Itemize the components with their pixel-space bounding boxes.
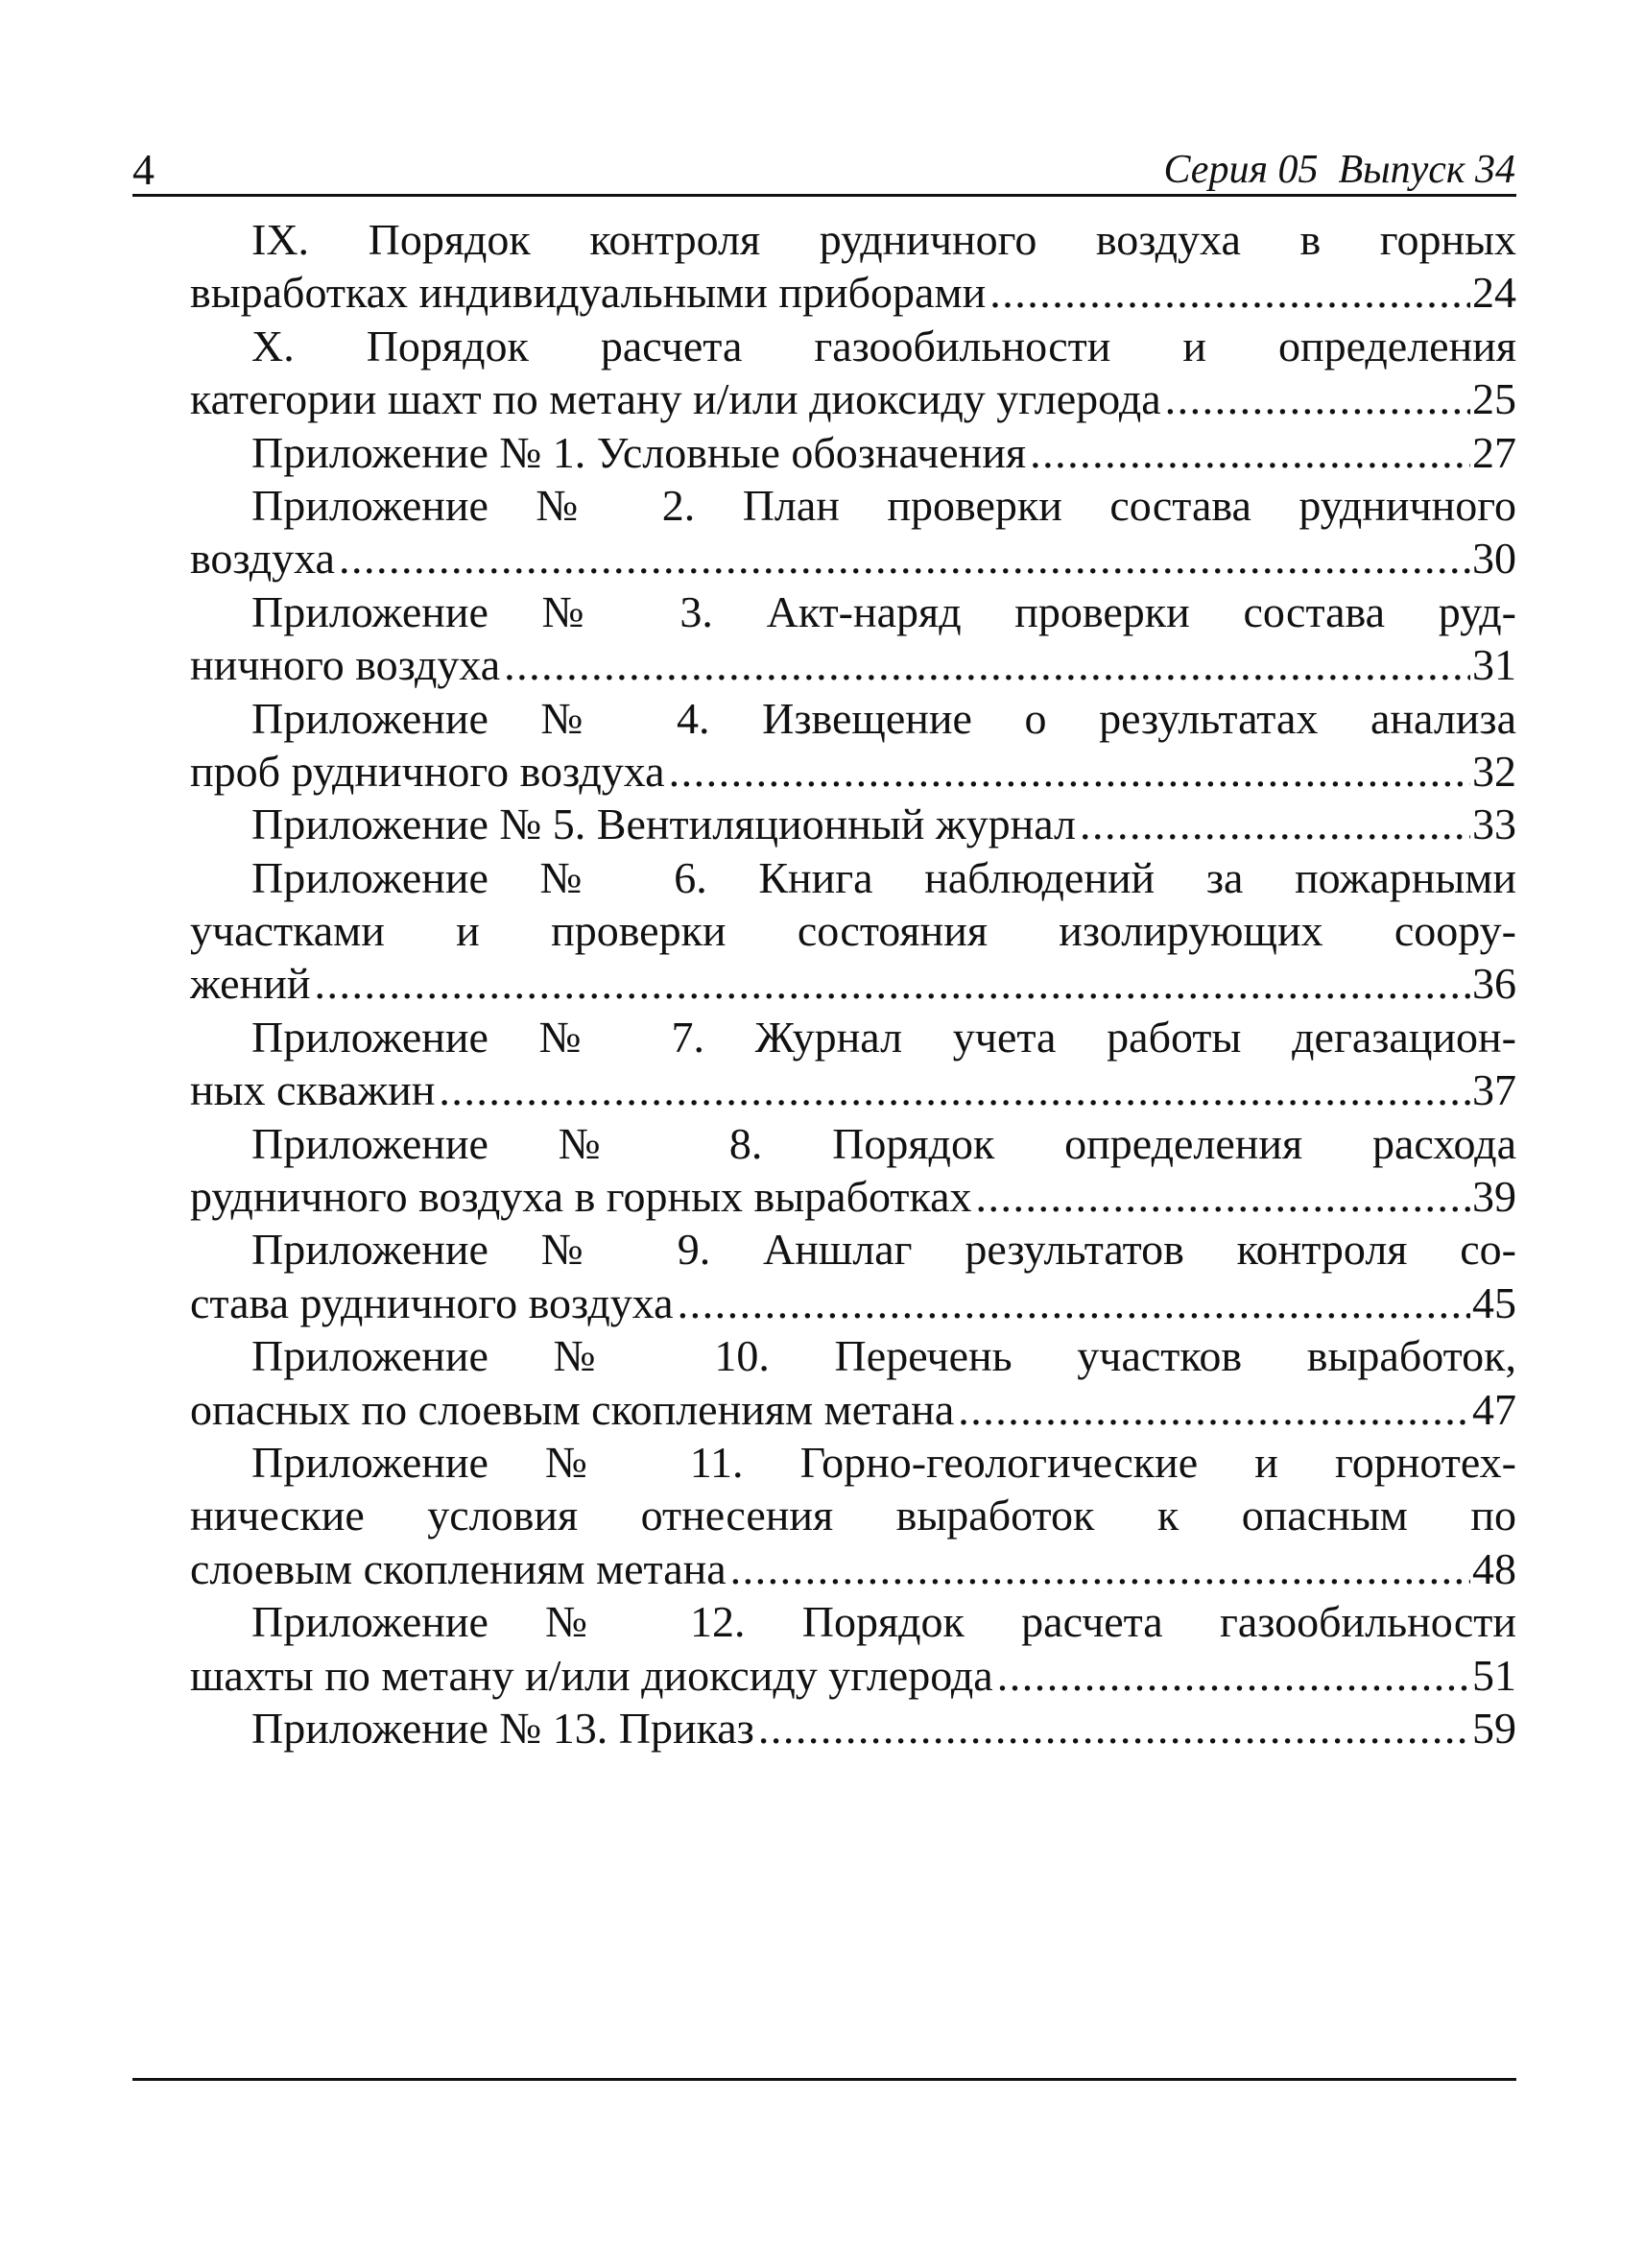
- dot-leader: [439, 1063, 1470, 1116]
- dot-leader: [997, 1649, 1470, 1702]
- header-rule: [132, 194, 1516, 197]
- toc-entry: [190, 851, 1516, 1011]
- toc-page-number: 33: [1472, 800, 1516, 849]
- toc-page-number: 47: [1472, 1384, 1516, 1434]
- toc-page-number: 59: [1472, 1703, 1516, 1753]
- toc-entry-text-line: участками и проверки состояния изолирующих соору-: [190, 906, 1516, 956]
- toc-entry: [190, 1223, 1516, 1329]
- toc-entry-title: Приложение № 13. Приказ: [251, 1703, 754, 1753]
- toc-entry-title: категории шахт по метану и/или диоксиду углерода: [190, 374, 1161, 424]
- toc-entry-last-line: [190, 1649, 1516, 1702]
- toc-entry-title: проб рудничного воздуха: [190, 746, 665, 796]
- toc-page-number: 32: [1472, 746, 1516, 796]
- toc-entry-text-line: Приложение № 4. Извещение о результатах анализа: [251, 693, 1516, 743]
- toc-entry: [190, 1011, 1516, 1117]
- toc-page-number: 37: [1472, 1065, 1516, 1115]
- toc-page-number: 48: [1472, 1543, 1516, 1593]
- toc-entry-last-line: [190, 426, 1516, 479]
- toc-entry-text-line: Приложение № 10. Перечень участков выработок,: [251, 1331, 1516, 1381]
- dot-leader: [669, 745, 1470, 798]
- toc-page-number: 39: [1472, 1172, 1516, 1222]
- dot-leader: [758, 1702, 1470, 1755]
- dot-leader: [730, 1542, 1470, 1595]
- toc-entry-text-line: Приложение № 7. Журнал учета работы дегазацион-: [251, 1012, 1516, 1062]
- toc-entry: [190, 692, 1516, 799]
- page-number: 4: [132, 145, 155, 194]
- toc-entry-last-line: [190, 745, 1516, 798]
- toc-entry-last-line: [190, 638, 1516, 691]
- toc-entry-last-line: [190, 1702, 1516, 1755]
- dot-leader: [678, 1277, 1470, 1329]
- toc-page-number: 45: [1472, 1277, 1516, 1327]
- toc-entry-last-line: [190, 1170, 1516, 1223]
- toc-entry-last-line: [190, 266, 1516, 319]
- toc-page-number: 27: [1472, 427, 1516, 477]
- toc-entry-text-line: нические условия отнесения выработок к опасным по: [190, 1491, 1516, 1540]
- toc-entry: [190, 1436, 1516, 1595]
- toc-entry-last-line: [190, 957, 1516, 1010]
- toc-entry: [190, 798, 1516, 850]
- toc-entry-title: ных скважин: [190, 1065, 436, 1115]
- toc-entry: [190, 479, 1516, 585]
- toc-entry-last-line: [190, 1277, 1516, 1329]
- toc-entry-last-line: [190, 372, 1516, 425]
- dot-leader: [958, 1383, 1470, 1436]
- toc-entry-text-line: Приложение № 3. Акт-наряд проверки состава руд-: [251, 586, 1516, 636]
- toc-entry-text-line: X. Порядок расчета газообильности и определения: [251, 321, 1516, 370]
- toc-entry: [190, 1329, 1516, 1436]
- dot-leader: [339, 532, 1470, 585]
- toc-page-number: 24: [1472, 268, 1516, 318]
- toc-entry-text-line: Приложение № 2. План проверки состава рудничного: [251, 480, 1516, 530]
- toc-entry-title: воздуха: [190, 534, 335, 584]
- toc-entry-last-line: [190, 532, 1516, 585]
- toc-entry-text-line: Приложение № 11. Горно-геологические и горнотех-: [251, 1437, 1516, 1487]
- toc-entry-last-line: [190, 798, 1516, 850]
- toc-page-number: 36: [1472, 959, 1516, 1009]
- dot-leader: [504, 638, 1470, 691]
- toc-entry: [190, 585, 1516, 692]
- toc-entry: [190, 1595, 1516, 1702]
- toc-entry-last-line: [190, 1542, 1516, 1595]
- toc-entry-title: Приложение № 5. Вентиляционный журнал: [251, 800, 1076, 849]
- toc-entry-title: ничного воздуха: [190, 640, 501, 690]
- toc-entry-last-line: [190, 1063, 1516, 1116]
- toc-entry-last-line: [190, 1383, 1516, 1436]
- toc-entry-text-line: IX. Порядок контроля рудничного воздуха в горных: [251, 215, 1516, 264]
- toc-entry-title: выработках индивидуальными приборами: [190, 268, 987, 318]
- dot-leader: [1080, 798, 1470, 850]
- toc-entry-title: рудничного воздуха в горных выработках: [190, 1172, 972, 1222]
- toc-entry-title: Приложение № 1. Условные обозначения: [251, 427, 1027, 477]
- toc-page-number: 51: [1472, 1650, 1516, 1700]
- table-of-contents: [190, 213, 1516, 1755]
- toc-entry-title: слоевым скоплениям метана: [190, 1543, 727, 1593]
- toc-entry-text-line: Приложение № 8. Порядок определения расхода: [251, 1118, 1516, 1168]
- toc-entry-title: става рудничного воздуха: [190, 1277, 674, 1327]
- footer-rule: [132, 2078, 1516, 2081]
- toc-entry: [190, 213, 1516, 320]
- toc-entry: [190, 1702, 1516, 1755]
- dot-leader: [976, 1170, 1470, 1223]
- toc-entry: [190, 1117, 1516, 1224]
- toc-entry-title: опасных по слоевым скоплениям метана: [190, 1384, 955, 1434]
- toc-entry-text-line: Приложение № 12. Порядок расчета газообильности: [251, 1597, 1516, 1647]
- dot-leader: [989, 266, 1470, 319]
- toc-entry: [190, 426, 1516, 479]
- toc-entry-title: шахты по метану и/или диоксиду углерода: [190, 1650, 993, 1700]
- toc-page-number: 31: [1472, 640, 1516, 690]
- running-header: Серия 05 Выпуск 34: [1163, 148, 1515, 192]
- toc-entry-text-line: Приложение № 9. Аншлаг результатов контроля со-: [251, 1225, 1516, 1275]
- toc-entry-text-line: Приложение № 6. Книга наблюдений за пожарными: [251, 852, 1516, 902]
- dot-leader: [1030, 426, 1470, 479]
- toc-entry: [190, 320, 1516, 426]
- toc-page-number: 30: [1472, 534, 1516, 584]
- dot-leader: [314, 957, 1470, 1010]
- toc-page-number: 25: [1472, 374, 1516, 424]
- toc-entry-title: жений: [190, 959, 311, 1009]
- dot-leader: [1165, 372, 1470, 425]
